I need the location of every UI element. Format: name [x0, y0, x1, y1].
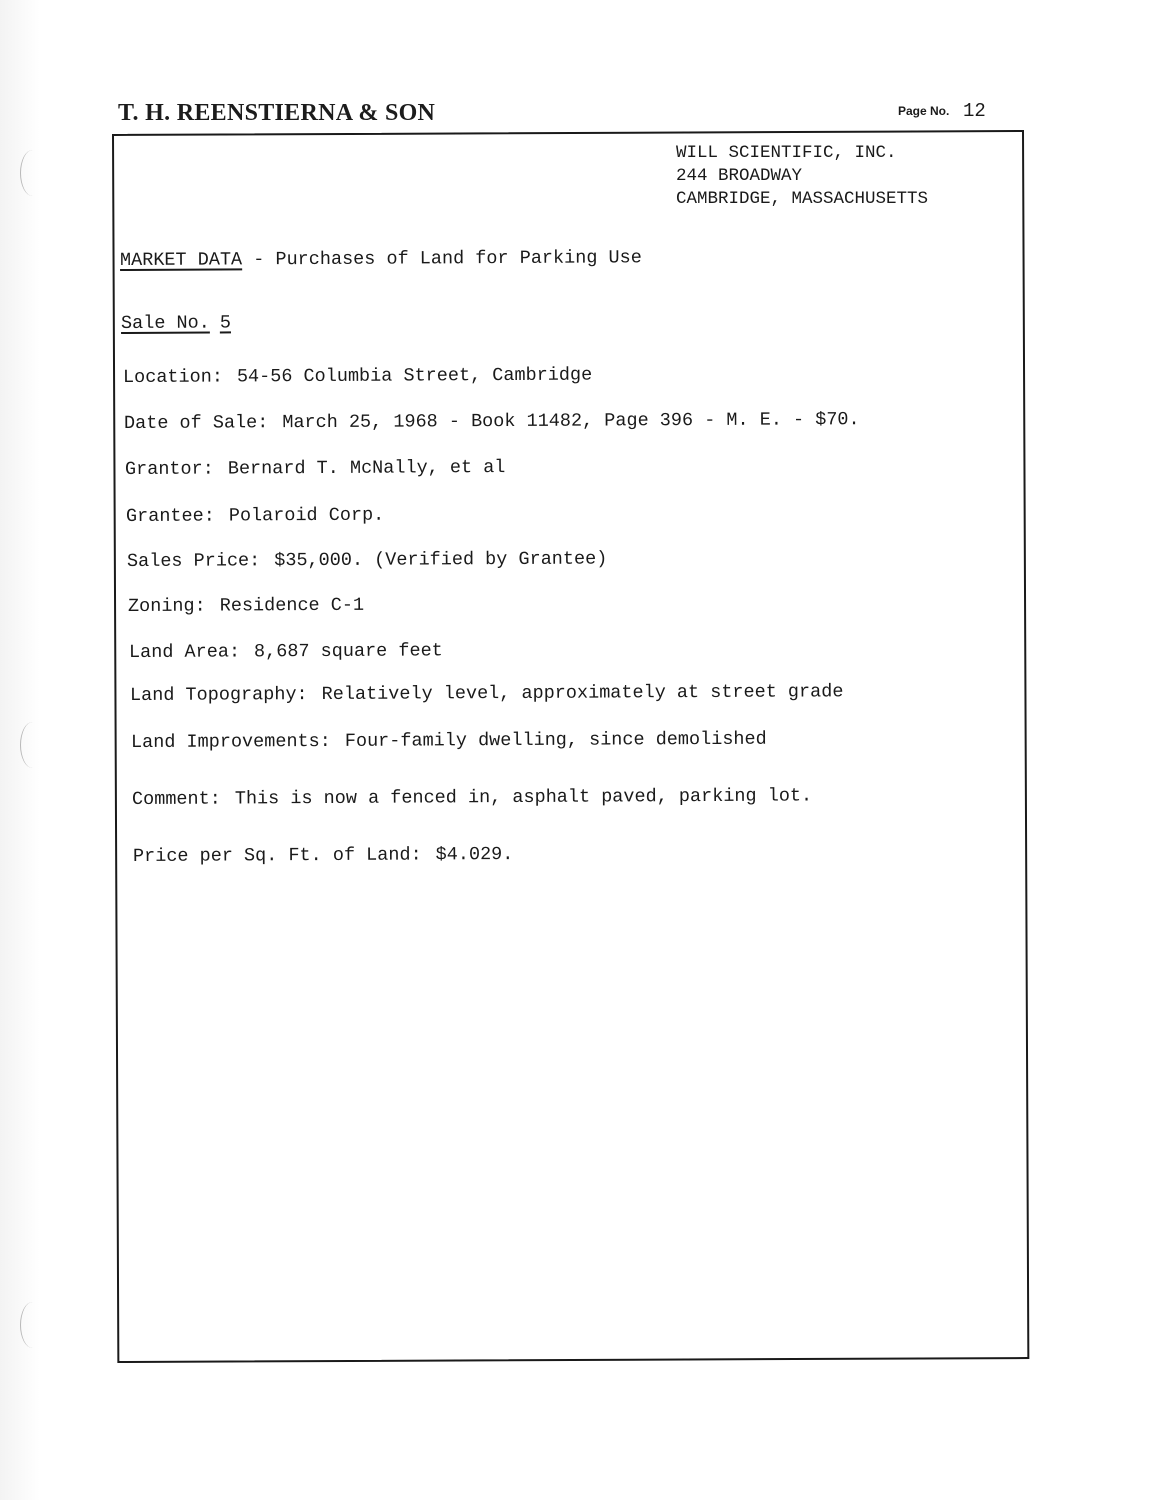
section-subtitle: Purchases of Land for Parking Use: [275, 247, 642, 271]
field-label: Land Area:: [128, 641, 241, 663]
client-street: 244 BROADWAY: [676, 166, 803, 186]
field-value: Relatively level, approximately at street grade: [321, 681, 844, 705]
field-price-per-sq-ft: [133, 844, 513, 867]
field-label: Zoning:: [127, 595, 206, 617]
field-value: $35,000. (Verified by Grantee): [274, 548, 608, 572]
client-address-block: [676, 142, 928, 211]
client-name: WILL SCIENTIFIC, INC.: [676, 143, 897, 163]
punch-hole: [20, 150, 45, 196]
field-label: Grantee:: [125, 505, 215, 527]
punch-hole: [20, 1302, 45, 1348]
field-value: This is now a fenced in, asphalt paved, parking lot.: [234, 785, 813, 810]
section-title: MARKET DATA: [119, 249, 243, 271]
section-heading: [120, 247, 642, 271]
field-value: Polaroid Corp.: [228, 504, 385, 527]
field-value: Bernard T. McNally, et al: [227, 457, 506, 480]
page-number-value: 12: [962, 100, 986, 122]
field-value: $4.029.: [435, 844, 514, 866]
field-land-improvements: [131, 729, 767, 753]
field-label: Land Topography:: [129, 684, 308, 706]
page-number: [898, 100, 986, 122]
client-city: CAMBRIDGE, MASSACHUSETTS: [676, 189, 929, 209]
firm-name: T. H. REENSTIERNA & SON: [118, 100, 436, 126]
field-zoning: [128, 595, 364, 617]
field-label: Price per Sq. Ft. of Land:: [132, 844, 422, 867]
field-comment: [132, 785, 812, 810]
punch-hole: [20, 722, 45, 768]
field-label: Comment:: [131, 788, 221, 810]
field-value: Residence C-1: [219, 594, 365, 617]
sale-number-value: 5: [219, 312, 231, 334]
field-grantor: [125, 457, 505, 480]
sale-number-label: Sale No.: [120, 312, 210, 334]
sale-number: [121, 312, 231, 334]
field-date-of-sale: [124, 409, 860, 434]
field-land-area: [129, 640, 443, 663]
field-label: Land Improvements:: [130, 730, 331, 753]
field-value: 54-56 Columbia Street, Cambridge: [236, 364, 593, 388]
section-separator: -: [253, 249, 265, 271]
field-label: Sales Price:: [126, 550, 261, 572]
field-label: Location:: [122, 366, 223, 388]
field-value: March 25, 1968 - Book 11482, Page 396 - M. E. - $70.: [282, 409, 860, 434]
field-value: 8,687 square feet: [253, 640, 443, 663]
field-land-topography: [130, 681, 844, 706]
field-sales-price: [127, 548, 607, 572]
field-value: Four-family dwelling, since demolished: [344, 728, 767, 752]
field-label: Date of Sale:: [123, 412, 269, 434]
field-grantee: [126, 505, 384, 527]
field-location: [123, 365, 592, 388]
page-number-label: Page No.: [898, 104, 950, 118]
field-label: Grantor:: [124, 458, 214, 480]
